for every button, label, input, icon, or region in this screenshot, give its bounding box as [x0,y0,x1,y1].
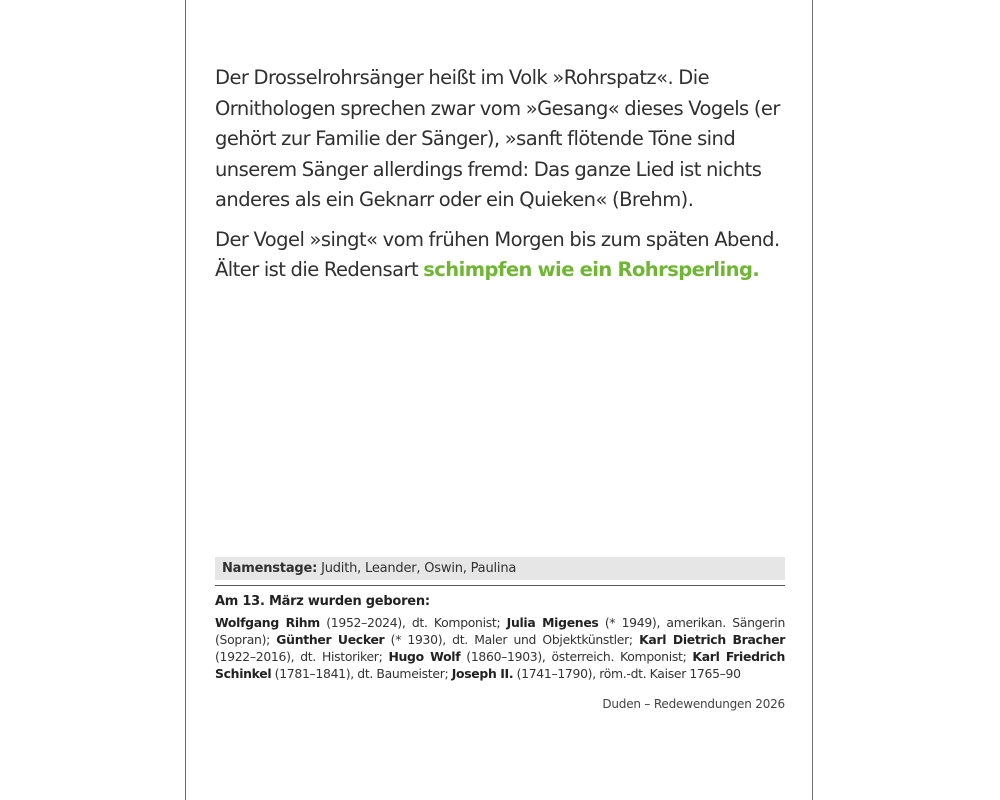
person-name: Günther Uecker [276,632,385,647]
idiom-highlight: schimpfen wie ein Rohrsperling. [423,258,760,281]
person-details: (1741–1790), röm.-dt. Kaiser 1765–90 [513,666,741,681]
person-details: (* 1930), dt. Maler und Objektkünstler; [384,632,640,647]
born-list [215,614,785,682]
person-details: (1952–2024), dt. Komponist; [319,615,507,630]
namedays-band [215,557,785,580]
person-details: (* 1949), amerikan. Sängerin (Sopran); [215,615,785,647]
person-details: (1922–2016), dt. Historiker; [215,649,389,664]
story-text [215,63,785,295]
person-name: Wolfgang Rihm [215,615,320,630]
person-name: Hugo Wolf [388,649,461,664]
person-name: Julia Migenes [506,615,599,630]
born-entry [215,615,507,630]
person-name: Karl Friedrich Schinkel [215,649,785,681]
calendar-page [185,0,813,800]
divider [215,585,785,586]
namedays-names: Judith, Leander, Oswin, Paulina [321,561,517,576]
story-paragraph-1: Der Drosselrohrsänger heißt im Volk »Rohrspatz«. Die Ornithologen sprechen zwar vom »Gesang« dieses Vogels (er gehört zur Familie der Sänger), »sanft flötende Töne sind unserem Sänger allerdings fremd: Das ganze Lied ist nichts anderes als ein Geknarr oder ein Quieken« (Brehm). [215,66,780,211]
namedays-label: Namenstage: [222,561,318,576]
story-paragraph-2-text: Der Vogel »singt« vom frühen Morgen bis zum späten Abend. Älter ist die Redensart [215,227,780,281]
story-paragraph-2 [215,225,785,286]
born-entry [388,649,692,664]
person-name: Karl Dietrich Bracher [639,632,786,647]
footer-source: Duden – Redewendungen 2026 [602,697,785,711]
person-details: (1860–1903), österreich. Komponist; [460,649,693,664]
born-heading: Am 13. März wurden geboren: [215,594,430,609]
person-name: Joseph II. [451,666,514,681]
person-details: (1781–1841), dt. Baumeister; [271,666,452,681]
born-entry [276,632,639,647]
born-entry [452,666,741,681]
